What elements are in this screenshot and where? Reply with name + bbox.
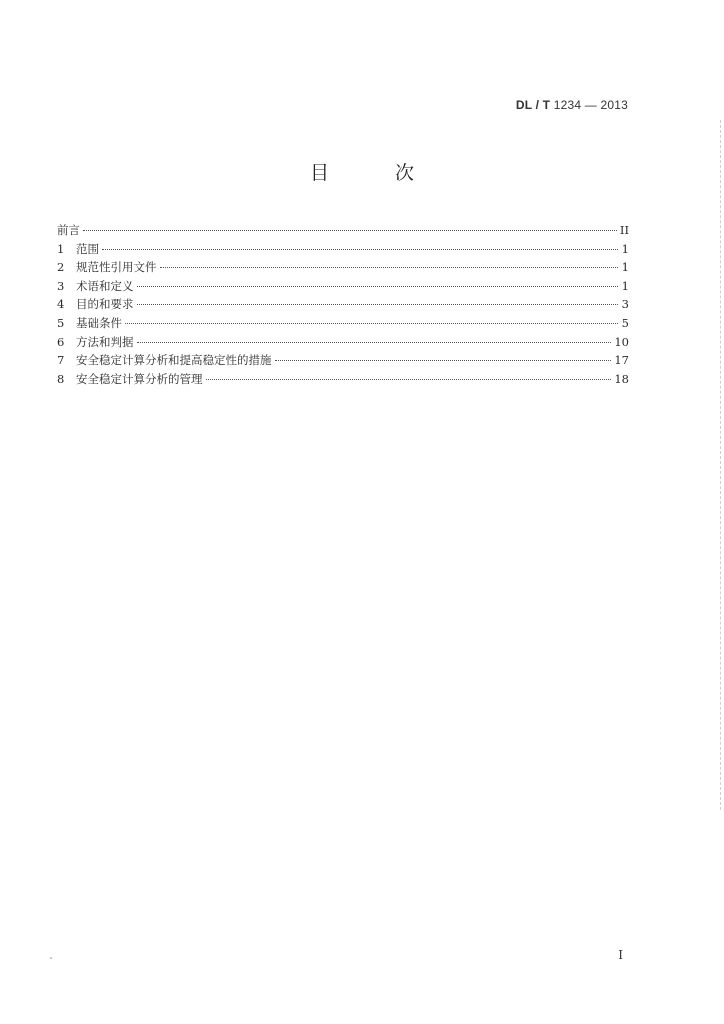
toc-entry-5[interactable] bbox=[57, 314, 629, 333]
page-number: I bbox=[618, 948, 623, 962]
toc-entry-7[interactable] bbox=[57, 351, 629, 370]
document-code bbox=[516, 98, 628, 112]
toc-dot-leader bbox=[137, 286, 619, 287]
toc-entry-number: 8 bbox=[57, 371, 65, 386]
toc-entry-page: 1 bbox=[621, 241, 629, 256]
toc-entry-label: 基础条件 bbox=[76, 315, 122, 330]
toc-entry-page: 1 bbox=[621, 260, 629, 275]
toc-entry-page: 17 bbox=[614, 353, 629, 368]
document-code-number: 1234 — 2013 bbox=[553, 98, 628, 112]
toc-entry-3[interactable] bbox=[57, 277, 629, 296]
toc-entry-number: 2 bbox=[57, 260, 65, 275]
toc-entry-label: 前言 bbox=[57, 223, 80, 237]
toc-entry-page: 5 bbox=[621, 315, 629, 330]
toc-dot-leader bbox=[137, 342, 612, 343]
table-of-contents bbox=[57, 221, 629, 388]
toc-entry-number: 6 bbox=[57, 334, 65, 349]
toc-entry-page: 10 bbox=[614, 334, 629, 349]
scan-speck bbox=[50, 957, 52, 959]
toc-entry-2[interactable] bbox=[57, 258, 629, 277]
toc-entry-number: 3 bbox=[57, 278, 65, 293]
toc-entry-number: 4 bbox=[57, 297, 65, 312]
toc-dot-leader bbox=[206, 379, 612, 380]
toc-entry-number: 1 bbox=[57, 241, 65, 256]
page-title: 目 次 bbox=[309, 162, 445, 184]
toc-entry-4[interactable] bbox=[57, 295, 629, 314]
toc-entry-page: 18 bbox=[614, 371, 629, 386]
toc-dot-leader bbox=[83, 230, 617, 231]
scan-edge-marks bbox=[719, 120, 721, 810]
toc-entry-page: II bbox=[619, 223, 629, 237]
toc-entry-label: 安全稳定计算分析和提高稳定性的措施 bbox=[76, 353, 272, 368]
toc-dot-leader bbox=[275, 360, 612, 361]
toc-entry-label: 方法和判据 bbox=[76, 334, 134, 349]
toc-entry-6[interactable] bbox=[57, 333, 629, 352]
toc-entry-1[interactable] bbox=[57, 240, 629, 259]
toc-entry-page: 1 bbox=[621, 278, 629, 293]
toc-entry-page: 3 bbox=[621, 297, 629, 312]
toc-dot-leader bbox=[102, 249, 618, 250]
toc-entry-label: 规范性引用文件 bbox=[76, 260, 157, 275]
toc-entry-label: 范围 bbox=[76, 241, 99, 256]
toc-entry-number: 7 bbox=[57, 353, 65, 368]
toc-entry-foreword[interactable] bbox=[57, 221, 629, 240]
toc-entry-8[interactable] bbox=[57, 370, 629, 389]
toc-entry-label: 安全稳定计算分析的管理 bbox=[76, 371, 203, 386]
toc-entry-label: 术语和定义 bbox=[76, 278, 134, 293]
toc-dot-leader bbox=[125, 323, 618, 324]
toc-entry-label: 目的和要求 bbox=[76, 297, 134, 312]
toc-dot-leader bbox=[160, 267, 619, 268]
toc-dot-leader bbox=[137, 304, 619, 305]
document-code-prefix: DL / T bbox=[515, 98, 551, 112]
toc-entry-number: 5 bbox=[57, 315, 65, 330]
